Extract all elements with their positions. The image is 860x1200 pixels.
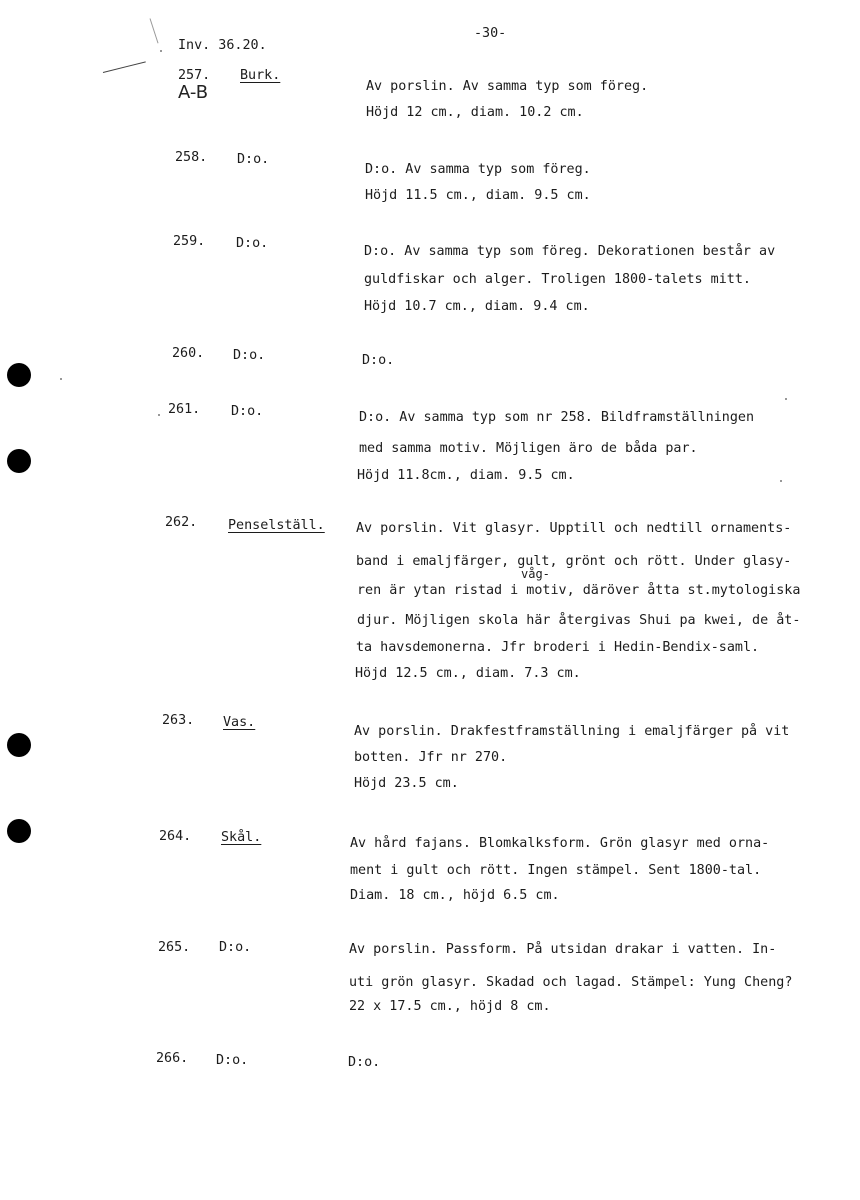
entry-number: 265. — [158, 940, 191, 955]
pencil-stroke — [150, 18, 159, 43]
entry-name: D:o. — [233, 348, 266, 363]
entry-description-line: ment i gult och rött. Ingen stämpel. Sent 1800-tal. — [350, 863, 762, 878]
entry-description-line: botten. Jfr nr 270. — [354, 750, 508, 765]
entry-insertion-note: våg- — [521, 567, 550, 581]
page-number: -30- — [474, 26, 507, 41]
entry-name: D:o. — [231, 404, 264, 419]
pencil-stroke — [103, 61, 146, 73]
entry-description-line: Av hård fajans. Blomkalksform. Grön glasyr med orna- — [350, 836, 770, 851]
entry-number: 260. — [172, 346, 205, 361]
entry-description-line: Av porslin. Passform. På utsidan drakar i vatten. In- — [349, 942, 777, 957]
entry-description-line: Höjd 11.8cm., diam. 9.5 cm. — [357, 468, 575, 483]
punch-hole — [7, 363, 31, 387]
entry-name: Vas. — [223, 715, 256, 730]
entry-description-line: med samma motiv. Möjligen äro de båda par. — [359, 441, 698, 456]
entry-name: D:o. — [237, 152, 270, 167]
entry-name: Penselställ. — [228, 518, 325, 533]
entry-description-line: D:o. Av samma typ som föreg. — [365, 162, 591, 177]
entry-number: 258. — [175, 150, 208, 165]
scan-speck — [160, 50, 162, 52]
entry-description-line: band i emaljfärger, gult, grönt och rött. Under glasy- — [356, 554, 792, 569]
entry-description-line: D:o. Av samma typ som föreg. Dekorationen består av — [364, 244, 776, 259]
entry-number: 264. — [159, 829, 192, 844]
entry-name: D:o. — [219, 940, 252, 955]
entry-description-line: Höjd 23.5 cm. — [354, 776, 459, 791]
scan-speck — [780, 480, 782, 482]
scan-speck — [60, 378, 62, 380]
entry-description-line: Av porslin. Drakfestframställning i emaljfärger på vit — [354, 724, 790, 739]
handwritten-note: A-B — [178, 82, 209, 103]
entry-description-line: Av porslin. Av samma typ som föreg. — [366, 79, 649, 94]
entry-description-line: guldfiskar och alger. Troligen 1800-talets mitt. — [364, 272, 751, 287]
entry-description-line: Höjd 10.7 cm., diam. 9.4 cm. — [364, 299, 590, 314]
entry-description-line: D:o. — [348, 1055, 381, 1070]
inventory-number: Inv. 36.20. — [178, 38, 267, 53]
entry-number: 266. — [156, 1051, 189, 1066]
punch-hole — [7, 449, 31, 473]
entry-description-line: 22 x 17.5 cm., höjd 8 cm. — [349, 999, 551, 1014]
entry-description-line: djur. Möjligen skola här återgivas Shui pa kwei, de åt- — [357, 613, 801, 628]
entry-description-line: Höjd 12.5 cm., diam. 7.3 cm. — [355, 666, 581, 681]
punch-hole — [7, 733, 31, 757]
scan-speck — [785, 398, 787, 400]
scan-speck — [158, 414, 160, 416]
punch-hole — [7, 819, 31, 843]
entry-description-line: Höjd 11.5 cm., diam. 9.5 cm. — [365, 188, 591, 203]
entry-name: Burk. — [240, 68, 281, 83]
entry-description-line: ta havsdemonerna. Jfr broderi i Hedin-Bendix-saml. — [356, 640, 760, 655]
entry-name: D:o. — [236, 236, 269, 251]
entry-number: 257. — [178, 68, 211, 83]
entry-description-line: Diam. 18 cm., höjd 6.5 cm. — [350, 888, 560, 903]
entry-number: 261. — [168, 402, 201, 417]
entry-number: 259. — [173, 234, 206, 249]
entry-description-line: D:o. — [362, 353, 395, 368]
entry-name: D:o. — [216, 1053, 249, 1068]
entry-description-line: ren är ytan ristad i motiv, däröver åtta st.mytologiska — [357, 583, 801, 598]
entry-description-line: Av porslin. Vit glasyr. Upptill och nedtill ornaments- — [356, 521, 792, 536]
entry-number: 263. — [162, 713, 195, 728]
entry-name: Skål. — [221, 830, 262, 845]
entry-description-line: uti grön glasyr. Skadad och lagad. Stämpel: Yung Cheng? — [349, 975, 793, 990]
entry-description-line: D:o. Av samma typ som nr 258. Bildframställningen — [359, 410, 755, 425]
entry-number: 262. — [165, 515, 198, 530]
entry-description-line: Höjd 12 cm., diam. 10.2 cm. — [366, 105, 584, 120]
